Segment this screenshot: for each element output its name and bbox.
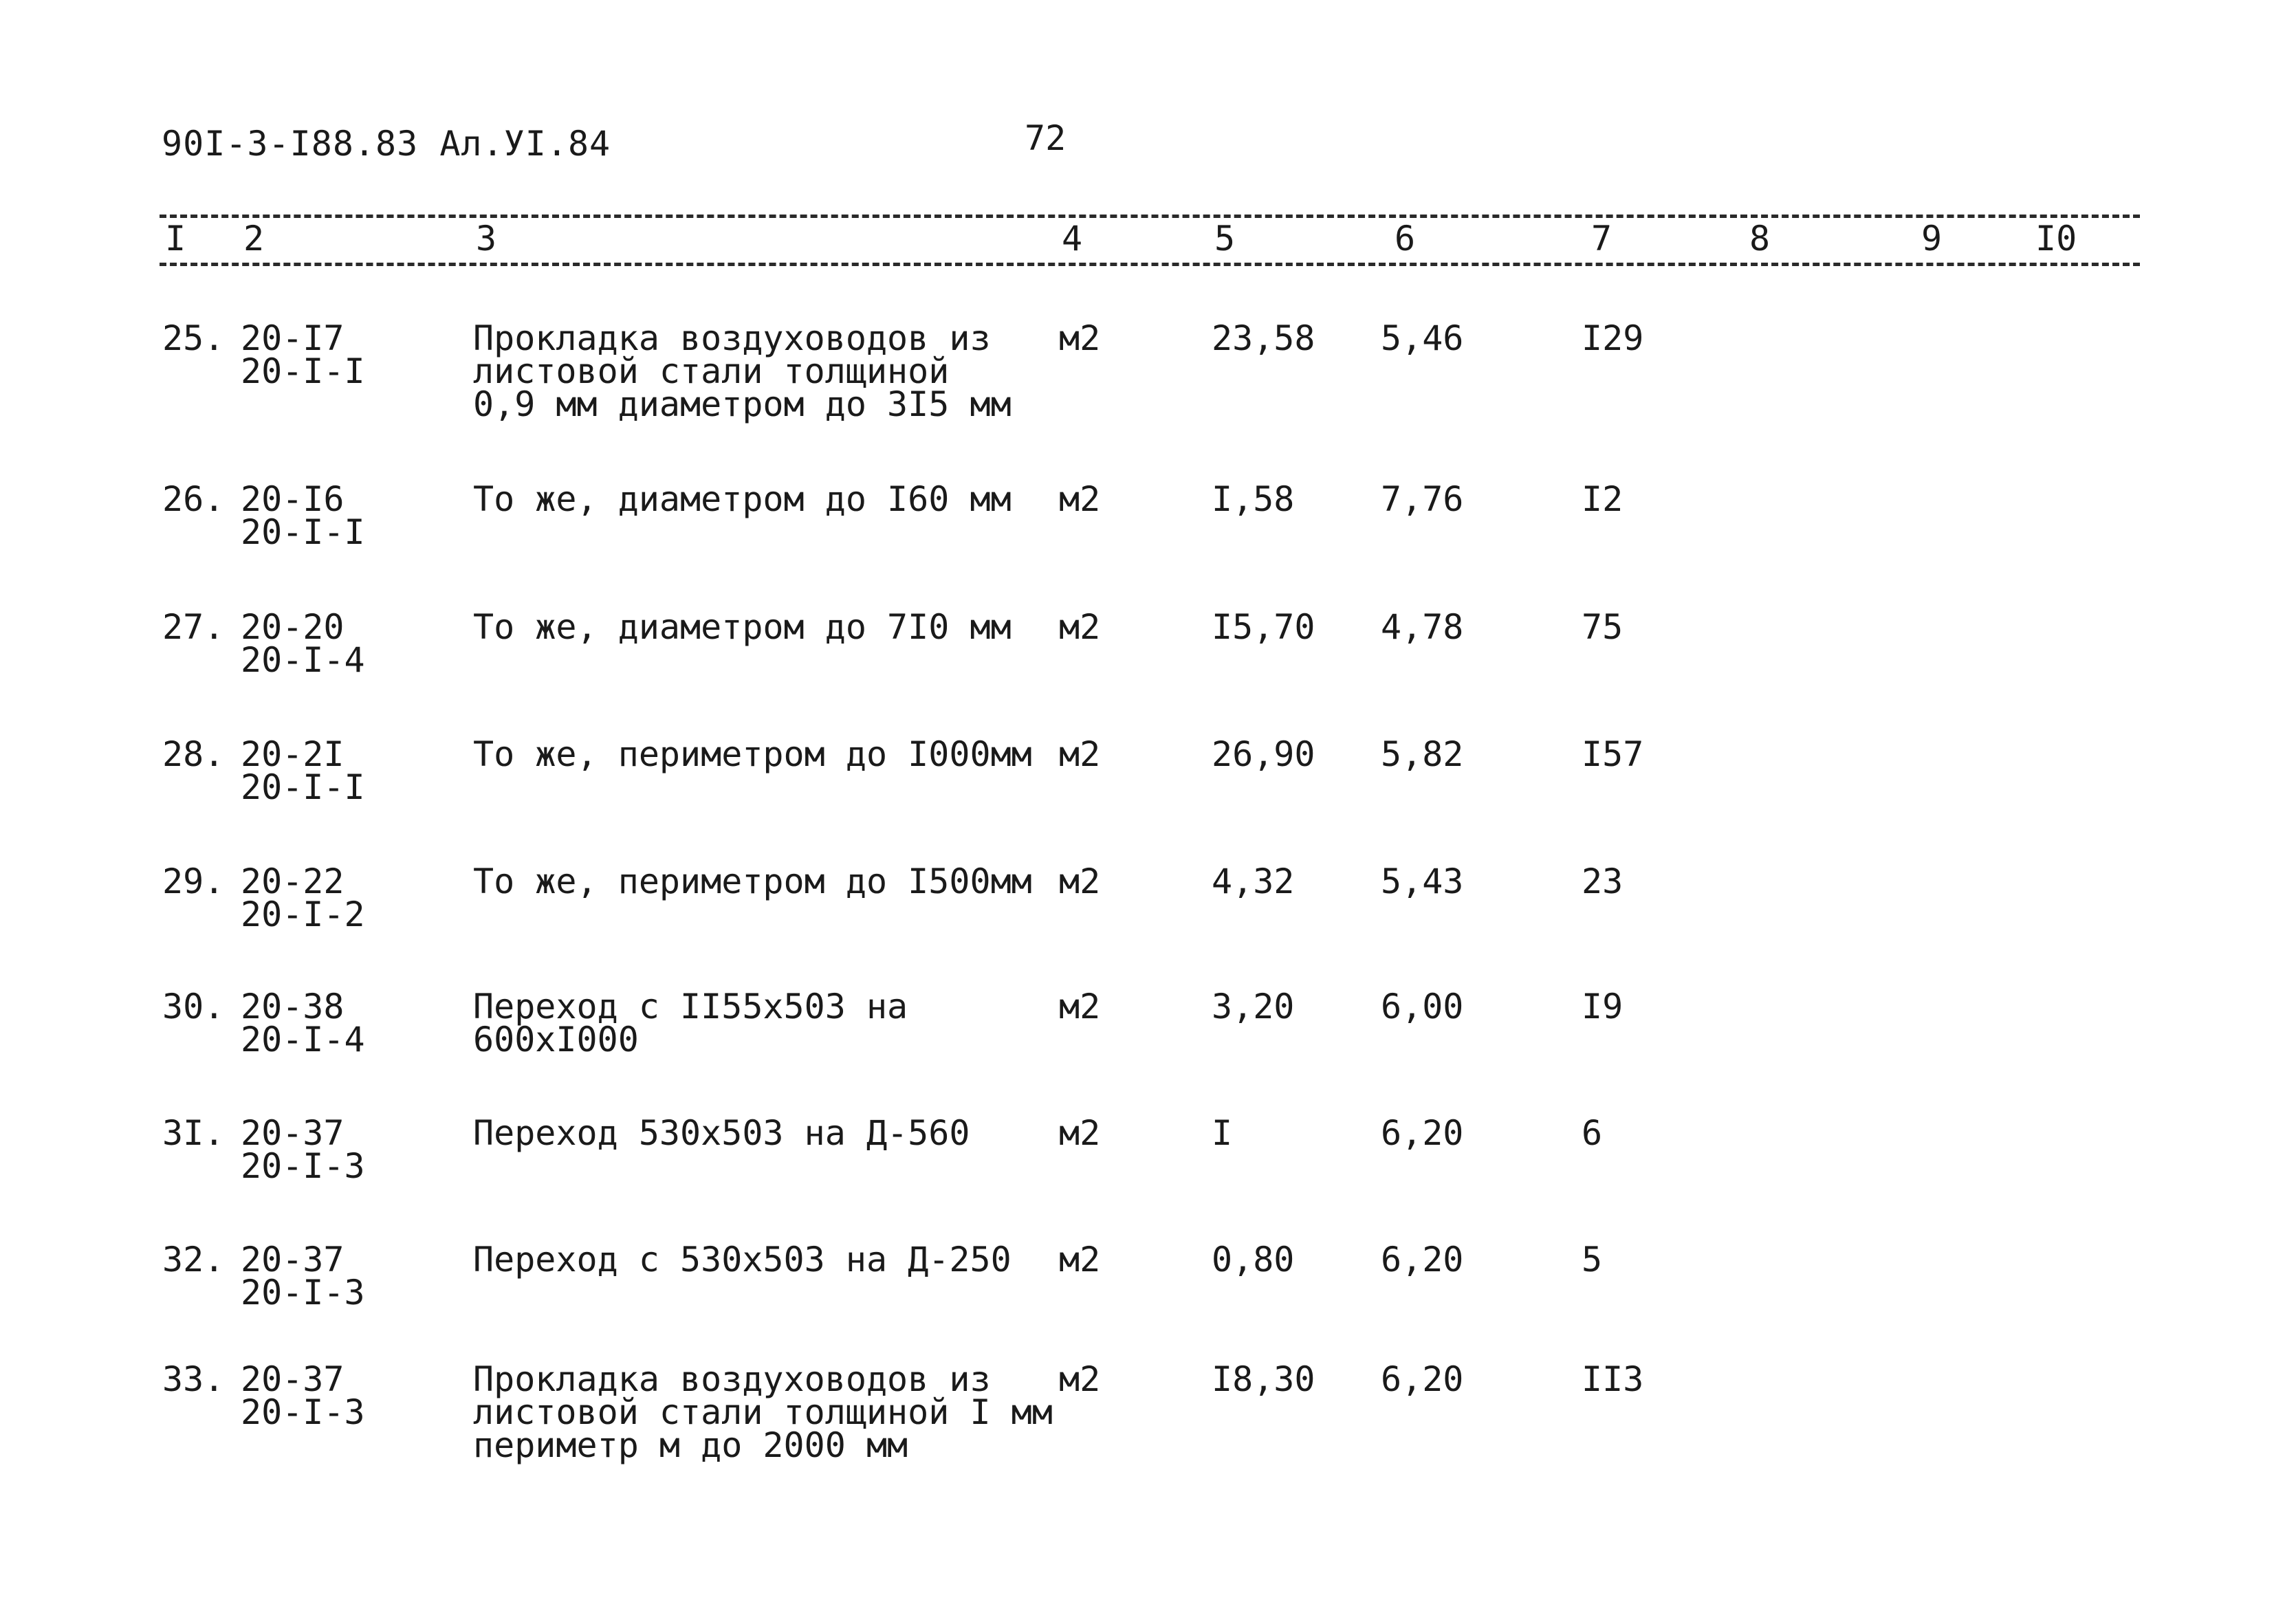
row-code [241, 318, 365, 391]
row-quantity: 26,90 [1212, 734, 1315, 774]
code-primary: 20-22 [241, 862, 345, 901]
code-secondary: 20-I-4 [241, 640, 365, 680]
code-primary: 20-I6 [241, 479, 345, 519]
code-secondary: 20-I-I [241, 512, 365, 552]
document-code: 90I-3-I88.83 Ал.УI.84 [162, 124, 611, 164]
row-name [473, 1240, 1012, 1280]
name-line: листовой стали толщиной I мм [473, 1392, 1053, 1432]
row-total: 5 [1582, 1240, 1603, 1280]
row-unit: м2 [1059, 862, 1101, 901]
row-price: 6,20 [1381, 1113, 1464, 1153]
row-unit: м2 [1059, 987, 1101, 1027]
row-code [241, 734, 365, 807]
code-primary: 20-20 [241, 607, 345, 647]
row-total: 6 [1582, 1113, 1603, 1153]
column-header-2: 2 [241, 219, 267, 259]
row-total: 75 [1582, 607, 1623, 647]
row-price: 5,43 [1381, 862, 1464, 901]
row-price: 5,82 [1381, 734, 1464, 774]
row-total: I2 [1582, 479, 1623, 519]
name-line: То же, периметром до I000мм [473, 734, 1032, 774]
row-name [473, 862, 1032, 901]
row-unit: м2 [1059, 1240, 1101, 1280]
row-code [241, 1113, 365, 1186]
row-code [241, 607, 365, 680]
row-unit: м2 [1059, 1113, 1101, 1153]
row-quantity: I5,70 [1212, 607, 1315, 647]
code-secondary: 20-I-2 [241, 895, 365, 934]
row-unit: м2 [1059, 607, 1101, 647]
row-number: 33. [162, 1359, 225, 1399]
name-line: Переход с II55х503 на [473, 987, 908, 1027]
row-unit: м2 [1059, 318, 1101, 358]
row-number: 29. [162, 862, 225, 901]
row-name [473, 987, 908, 1060]
page-number: 72 [1025, 118, 1067, 158]
row-name [473, 1359, 1053, 1465]
code-secondary: 20-I-I [241, 351, 365, 391]
name-line: 0,9 мм диаметром до 3I5 мм [473, 384, 1012, 424]
column-header-7: 7 [1588, 219, 1615, 259]
code-secondary: 20-I-3 [241, 1392, 365, 1432]
row-unit: м2 [1059, 1359, 1101, 1399]
column-header-8: 8 [1747, 219, 1773, 259]
row-quantity: 3,20 [1212, 987, 1295, 1027]
name-line: Прокладка воздуховодов из [473, 1359, 991, 1399]
row-name [473, 479, 1012, 519]
row-code [241, 1359, 365, 1432]
name-line: Переход 530х503 на Д-560 [473, 1113, 970, 1153]
code-primary: 20-37 [241, 1113, 345, 1153]
row-price: 5,46 [1381, 318, 1464, 358]
header-rule-bottom [160, 263, 2140, 266]
row-price: 6,20 [1381, 1240, 1464, 1280]
name-line: То же, периметром до I500мм [473, 862, 1032, 901]
name-line: Переход с 530х503 на Д-250 [473, 1240, 1012, 1280]
code-primary: 20-37 [241, 1359, 345, 1399]
row-number: 32. [162, 1240, 225, 1280]
row-name [473, 734, 1032, 774]
column-header-6: 6 [1392, 219, 1418, 259]
column-header-10: I0 [2033, 219, 2079, 259]
row-quantity: I [1212, 1113, 1233, 1153]
row-code [241, 479, 365, 552]
row-name [473, 1113, 970, 1153]
row-total: I29 [1582, 318, 1644, 358]
row-number: 3I. [162, 1113, 225, 1153]
row-quantity: 23,58 [1212, 318, 1315, 358]
name-line: То же, диаметром до 7I0 мм [473, 607, 1012, 647]
row-price: 4,78 [1381, 607, 1464, 647]
row-price: 6,00 [1381, 987, 1464, 1027]
name-line: То же, диаметром до I60 мм [473, 479, 1012, 519]
column-header-4: 4 [1059, 219, 1085, 259]
code-secondary: 20-I-4 [241, 1020, 365, 1060]
row-total: I9 [1582, 987, 1623, 1027]
name-line: периметр м до 2000 мм [473, 1425, 908, 1465]
column-header-5: 5 [1212, 219, 1238, 259]
row-name [473, 318, 1012, 424]
code-primary: 20-2I [241, 734, 345, 774]
column-header-9: 9 [1918, 219, 1945, 259]
code-secondary: 20-I-I [241, 767, 365, 807]
column-header-3: 3 [473, 219, 499, 259]
code-primary: 20-37 [241, 1240, 345, 1280]
row-price: 7,76 [1381, 479, 1464, 519]
code-secondary: 20-I-3 [241, 1273, 365, 1313]
name-line: 600хI000 [473, 1020, 639, 1060]
row-price: 6,20 [1381, 1359, 1464, 1399]
row-unit: м2 [1059, 479, 1101, 519]
row-total: II3 [1582, 1359, 1644, 1399]
row-total: I57 [1582, 734, 1644, 774]
row-quantity: 0,80 [1212, 1240, 1295, 1280]
row-number: 25. [162, 318, 225, 358]
row-quantity: 4,32 [1212, 862, 1295, 901]
row-number: 27. [162, 607, 225, 647]
name-line: Прокладка воздуховодов из [473, 318, 991, 358]
code-primary: 20-38 [241, 987, 345, 1027]
row-unit: м2 [1059, 734, 1101, 774]
row-number: 30. [162, 987, 225, 1027]
code-secondary: 20-I-3 [241, 1146, 365, 1186]
name-line: листовой стали толщиной [473, 351, 950, 391]
row-code [241, 1240, 365, 1313]
column-header-1: I [162, 219, 188, 259]
row-name [473, 607, 1012, 647]
row-number: 26. [162, 479, 225, 519]
code-primary: 20-I7 [241, 318, 345, 358]
row-code [241, 862, 365, 934]
row-quantity: I,58 [1212, 479, 1295, 519]
row-total: 23 [1582, 862, 1623, 901]
row-number: 28. [162, 734, 225, 774]
header-rule-top [160, 215, 2140, 218]
row-quantity: I8,30 [1212, 1359, 1315, 1399]
row-code [241, 987, 365, 1060]
